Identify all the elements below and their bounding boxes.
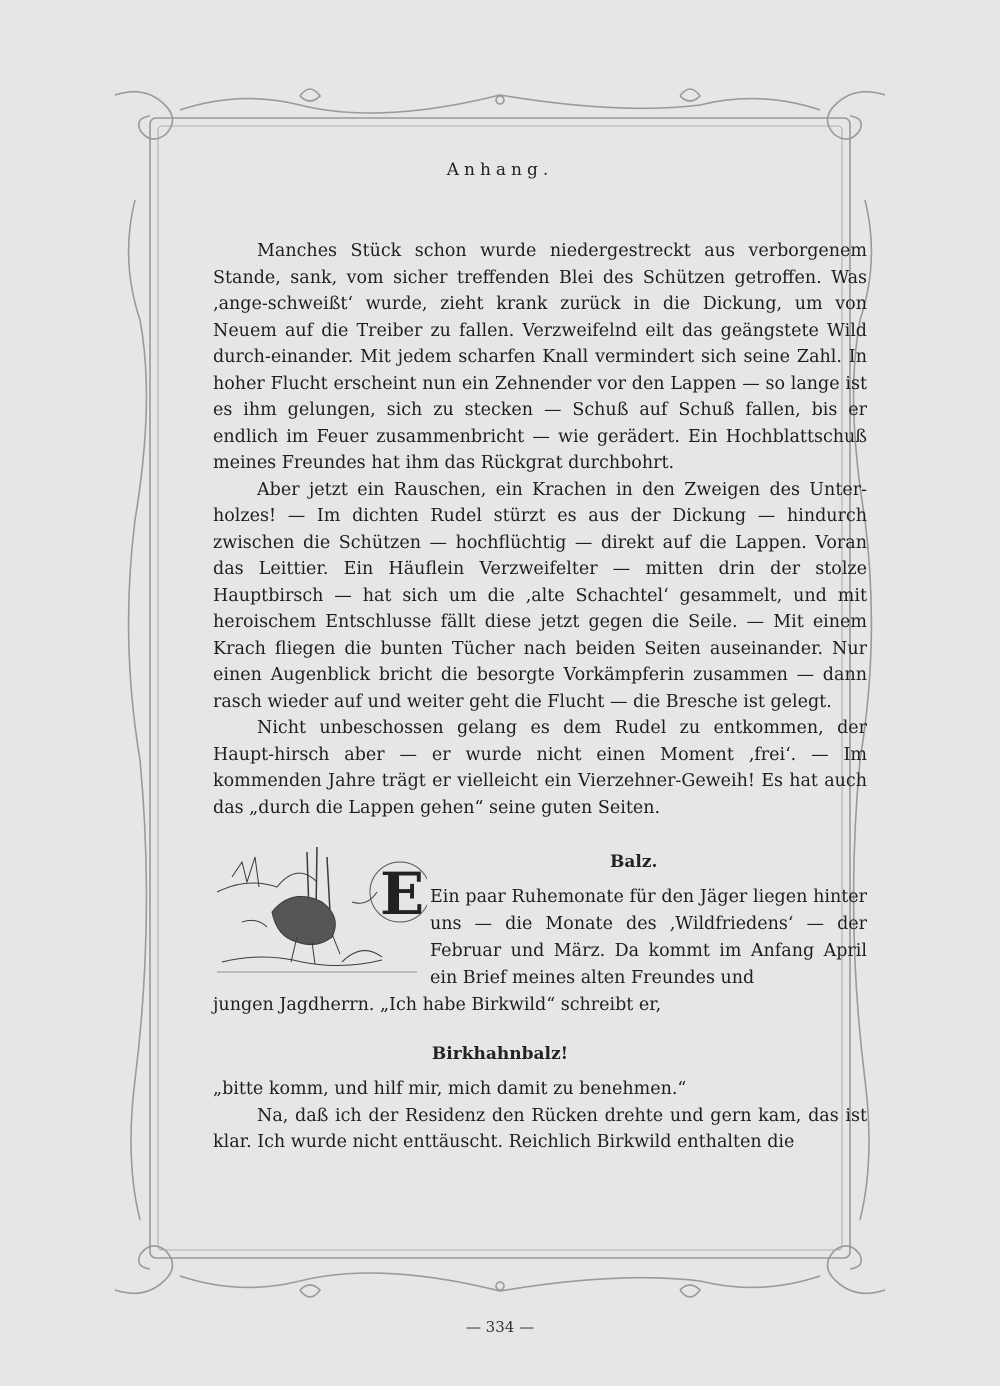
section2-intro-tail: jungen Jagdherrn. „Ich habe Birkwild“ schreibt er, bbox=[213, 995, 662, 1015]
section1-body bbox=[213, 238, 867, 821]
page-header: Anhang. bbox=[446, 160, 554, 180]
section-title: Balz. bbox=[610, 852, 658, 872]
paragraph: Nicht unbeschossen gelang es dem Rudel zu entkommen, der Haupt-hirsch aber — er wurde nicht einen Moment ‚frei‘. — Im kommenden Jahre trägt er vielleicht ein Vierzehner-Geweih! Es hat auch das „durch die Lappen gehen“ seine guten Seiten. bbox=[213, 718, 867, 818]
paragraph: „bitte komm, und hilf mir, mich damit zu benehmen.“ bbox=[213, 1079, 687, 1099]
paragraph: Na, daß ich der Residenz den Rücken drehte und gern kam, das ist klar. Ich wurde nicht enttäuscht. Reichlich Birkwild enthalten die bbox=[213, 1105, 867, 1152]
paragraph: Aber jetzt ein Rauschen, ein Krachen in den Zweigen des Unter-holzes! — Im dichten Rudel stürzt es aus der Dickung — hindurch zwischen die Schützen — hochflüchtig — direkt auf die Lappen. Voran das Leittier. Ein Häuflein Verzweifelter — mitten drin der stolze Hauptbirsch — hat sich um die ‚alte Schachtel‘ gesammelt, und mit heroischem Entschlusse fällt diese jetzt gegen die Seile. — Mit einem Krach fliegen die bunten Tücher nach beiden Seiten auseinander. Nur einen Augenblick bricht die besorgte Vorkämpferin zusammen — dann rasch wieder auf und weiter geht die Flucht — die Bresche ist gelegt. bbox=[213, 479, 867, 712]
hunting-scene-illustration bbox=[212, 842, 427, 982]
section-subheading: Birkhahnbalz! bbox=[431, 1044, 569, 1064]
paragraph: Manches Stück schon wurde niedergestreckt aus verborgenem Stande, sank, vom sicher treffenden Blei des Schützen getroffen. Was ‚ange-schweißt‘ wurde, zieht krank zurück in die Dickung, um von Neuem auf die Treiber zu fallen. Verzweifelnd eilt das geängstete Wild durch-einander. Mit jedem scharfen Knall vermindert sich seine Zahl. In hoher Flucht erscheint nun ein Zehnender vor den Lappen — so lange ist es ihm gelungen, sich zu stecken — Schuß auf Schuß fallen, bis er endlich im Feuer zusammenbricht — wie gerädert. Ein Hochblattschuß meines Freundes hat ihm das Rückgrat durchbohrt. bbox=[213, 241, 867, 473]
section2-body bbox=[213, 1076, 867, 1156]
initial-letter-E: E bbox=[380, 860, 425, 928]
section2-intro: Ein paar Ruhemonate für den Jäger liegen hinter uns — die Monate des ‚Wildfriedens‘ — der Februar und März. Da kommt im Anfang April ein Brief meines alten Freundes und bbox=[430, 887, 867, 988]
page-number: — 334 — bbox=[465, 1318, 535, 1336]
